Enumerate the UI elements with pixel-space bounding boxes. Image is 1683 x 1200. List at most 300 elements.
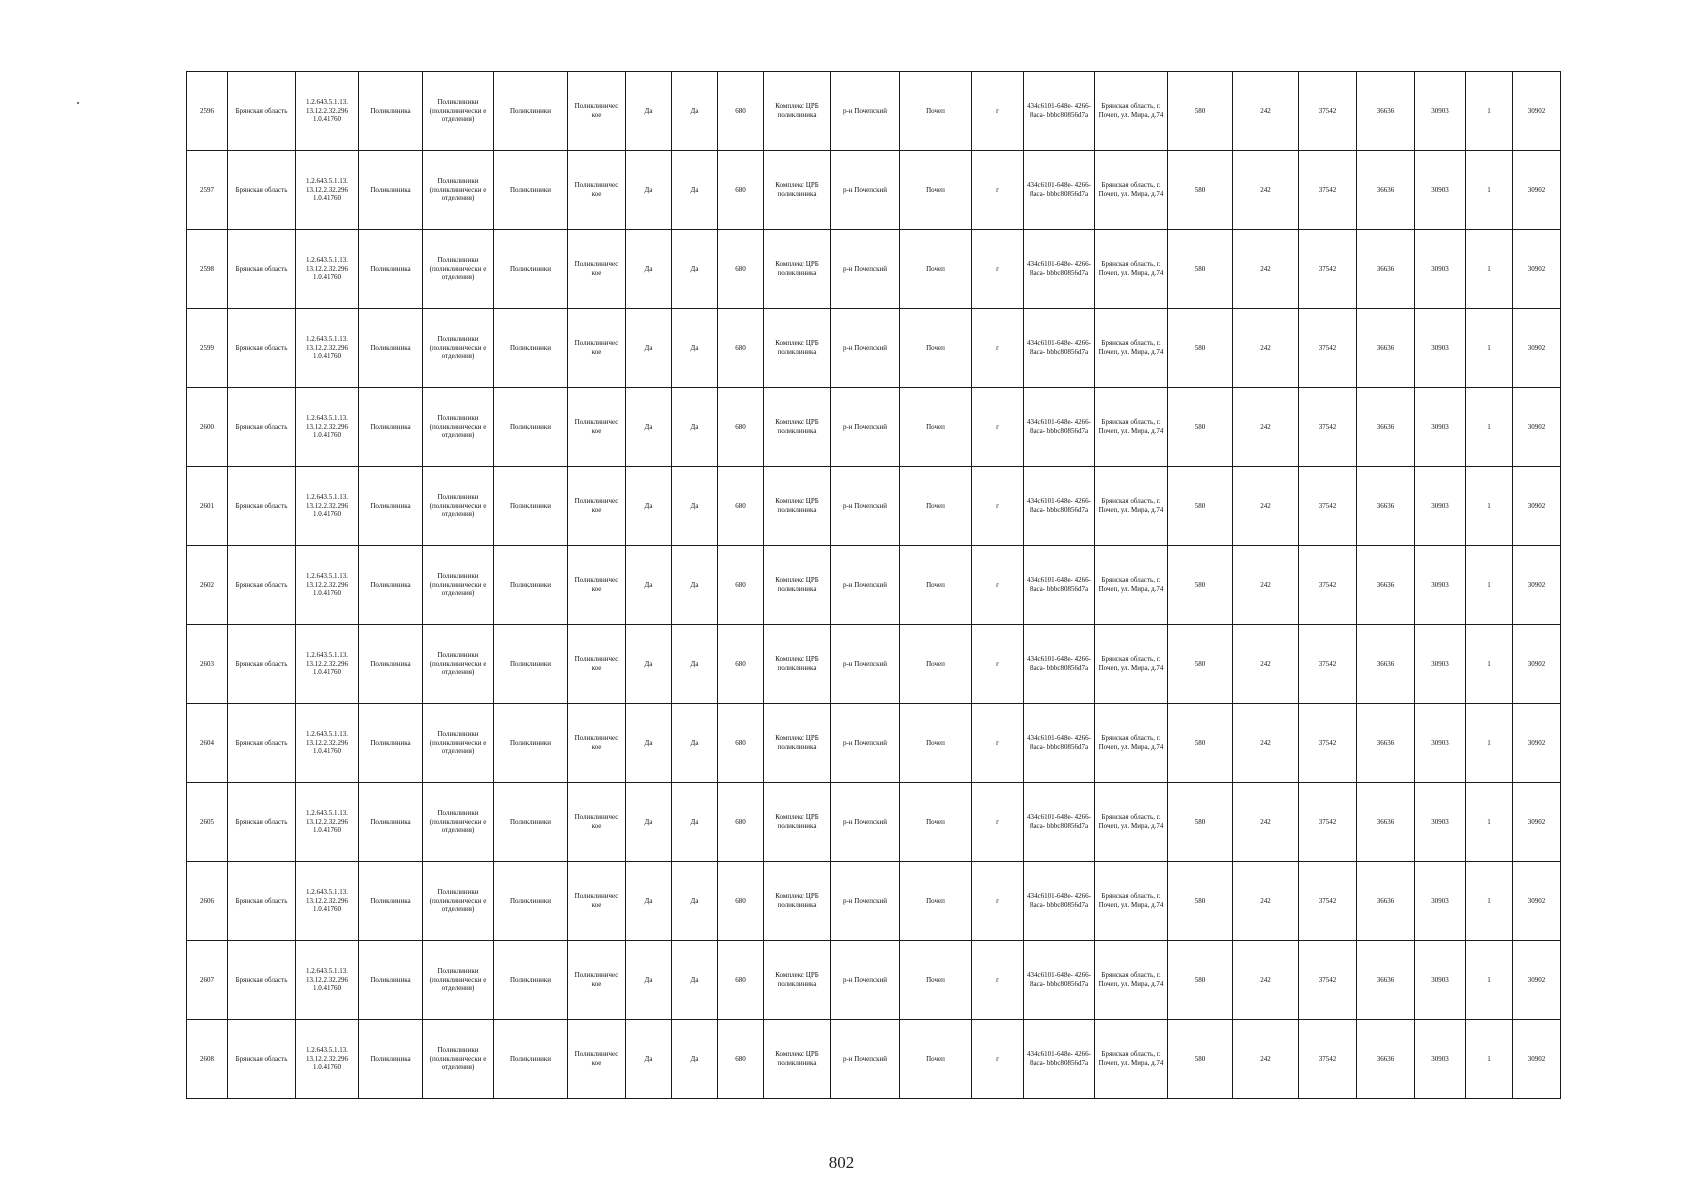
- cell-flag-b: Да: [672, 309, 718, 388]
- cell-row-number: 2596: [187, 72, 228, 151]
- cell-fias-guid: 434c6101-648e- 4266-8aca- bbbc80856d7a: [1024, 388, 1095, 467]
- cell-department-category: Поликлиники: [494, 388, 568, 467]
- cell-locality-type: г: [972, 625, 1024, 704]
- cell-value-f: 1: [1466, 704, 1513, 783]
- cell-locality: Почеп: [900, 941, 972, 1020]
- cell-value-b: 242: [1233, 783, 1299, 862]
- cell-district: р-н Почепский: [831, 230, 900, 309]
- cell-flag-b: Да: [672, 941, 718, 1020]
- cell-flag-a: Да: [626, 704, 672, 783]
- cell-locality-type: г: [972, 704, 1024, 783]
- cell-department-category: Поликлиники: [494, 467, 568, 546]
- cell-district: р-н Почепский: [831, 467, 900, 546]
- cell-department-kind: Поликлиничес кое: [568, 941, 626, 1020]
- cell-department-kind: Поликлиничес кое: [568, 151, 626, 230]
- cell-address: Брянская область, г. Почеп, ул. Мира, д.74: [1095, 783, 1168, 862]
- cell-value-a: 580: [1168, 309, 1233, 388]
- cell-organization-oid: 1.2.643.5.1.13. 13.12.2.32.296 1.0.41760: [296, 783, 359, 862]
- table-row: [187, 467, 1561, 546]
- cell-district: р-н Почепский: [831, 546, 900, 625]
- cell-value-d: 36636: [1357, 230, 1415, 309]
- cell-department-type: Поликлиники (поликлинически е отделения): [423, 467, 494, 546]
- cell-organization-oid: 1.2.643.5.1.13. 13.12.2.32.296 1.0.41760: [296, 941, 359, 1020]
- cell-value-c: 37542: [1299, 546, 1357, 625]
- cell-building-name: Комплекс ЦРБ поликлиника: [764, 625, 831, 704]
- scan-speck: [77, 102, 79, 104]
- cell-flag-b: Да: [672, 230, 718, 309]
- cell-value-f: 1: [1466, 1020, 1513, 1099]
- cell-organization-oid: 1.2.643.5.1.13. 13.12.2.32.296 1.0.41760: [296, 625, 359, 704]
- cell-value-e: 30903: [1415, 625, 1466, 704]
- cell-flag-a: Да: [626, 309, 672, 388]
- cell-organization-oid: 1.2.643.5.1.13. 13.12.2.32.296 1.0.41760: [296, 704, 359, 783]
- cell-code: 680: [718, 783, 764, 862]
- cell-value-d: 36636: [1357, 309, 1415, 388]
- cell-fias-guid: 434c6101-648e- 4266-8aca- bbbc80856d7a: [1024, 941, 1095, 1020]
- cell-value-e: 30903: [1415, 309, 1466, 388]
- cell-locality-type: г: [972, 546, 1024, 625]
- cell-locality-type: г: [972, 230, 1024, 309]
- cell-flag-b: Да: [672, 72, 718, 151]
- cell-building-name: Комплекс ЦРБ поликлиника: [764, 151, 831, 230]
- cell-value-f: 1: [1466, 783, 1513, 862]
- cell-flag-b: Да: [672, 388, 718, 467]
- cell-department-type: Поликлиники (поликлинически е отделения): [423, 1020, 494, 1099]
- cell-facility-type: Поликлиника: [359, 546, 423, 625]
- cell-code: 680: [718, 862, 764, 941]
- cell-value-d: 36636: [1357, 1020, 1415, 1099]
- cell-facility-type: Поликлиника: [359, 783, 423, 862]
- cell-value-f: 1: [1466, 151, 1513, 230]
- cell-region: Брянская область: [228, 230, 296, 309]
- cell-flag-a: Да: [626, 230, 672, 309]
- cell-region: Брянская область: [228, 388, 296, 467]
- cell-flag-b: Да: [672, 151, 718, 230]
- cell-organization-oid: 1.2.643.5.1.13. 13.12.2.32.296 1.0.41760: [296, 309, 359, 388]
- cell-value-f: 1: [1466, 388, 1513, 467]
- cell-value-c: 37542: [1299, 151, 1357, 230]
- cell-fias-guid: 434c6101-648e- 4266-8aca- bbbc80856d7a: [1024, 151, 1095, 230]
- cell-department-category: Поликлиники: [494, 1020, 568, 1099]
- cell-address: Брянская область, г. Почеп, ул. Мира, д.74: [1095, 309, 1168, 388]
- register-table: [186, 71, 1561, 1099]
- cell-value-e: 30903: [1415, 467, 1466, 546]
- cell-flag-b: Да: [672, 1020, 718, 1099]
- cell-fias-guid: 434c6101-648e- 4266-8aca- bbbc80856d7a: [1024, 230, 1095, 309]
- cell-department-type: Поликлиники (поликлинически е отделения): [423, 151, 494, 230]
- table-row: [187, 546, 1561, 625]
- table-row: [187, 309, 1561, 388]
- cell-department-type: Поликлиники (поликлинически е отделения): [423, 309, 494, 388]
- cell-region: Брянская область: [228, 546, 296, 625]
- cell-department-kind: Поликлиничес кое: [568, 625, 626, 704]
- cell-flag-b: Да: [672, 467, 718, 546]
- cell-flag-a: Да: [626, 625, 672, 704]
- cell-value-e: 30903: [1415, 704, 1466, 783]
- cell-department-category: Поликлиники: [494, 72, 568, 151]
- cell-row-number: 2606: [187, 862, 228, 941]
- cell-building-name: Комплекс ЦРБ поликлиника: [764, 72, 831, 151]
- cell-value-c: 37542: [1299, 230, 1357, 309]
- cell-code: 680: [718, 941, 764, 1020]
- cell-code: 680: [718, 625, 764, 704]
- cell-department-type: Поликлиники (поликлинически е отделения): [423, 72, 494, 151]
- table-row: [187, 72, 1561, 151]
- cell-region: Брянская область: [228, 625, 296, 704]
- cell-flag-a: Да: [626, 1020, 672, 1099]
- cell-department-kind: Поликлиничес кое: [568, 546, 626, 625]
- cell-value-b: 242: [1233, 230, 1299, 309]
- cell-facility-type: Поликлиника: [359, 704, 423, 783]
- cell-organization-oid: 1.2.643.5.1.13. 13.12.2.32.296 1.0.41760: [296, 151, 359, 230]
- cell-value-g: 30902: [1513, 704, 1561, 783]
- cell-department-category: Поликлиники: [494, 704, 568, 783]
- cell-value-a: 580: [1168, 467, 1233, 546]
- cell-value-d: 36636: [1357, 704, 1415, 783]
- cell-value-c: 37542: [1299, 625, 1357, 704]
- cell-locality-type: г: [972, 941, 1024, 1020]
- cell-district: р-н Почепский: [831, 941, 900, 1020]
- cell-facility-type: Поликлиника: [359, 862, 423, 941]
- cell-value-a: 580: [1168, 941, 1233, 1020]
- cell-code: 680: [718, 704, 764, 783]
- cell-district: р-н Почепский: [831, 151, 900, 230]
- cell-facility-type: Поликлиника: [359, 467, 423, 546]
- cell-value-d: 36636: [1357, 388, 1415, 467]
- table-row: [187, 151, 1561, 230]
- cell-department-kind: Поликлиничес кое: [568, 862, 626, 941]
- cell-region: Брянская область: [228, 941, 296, 1020]
- cell-locality-type: г: [972, 862, 1024, 941]
- cell-code: 680: [718, 467, 764, 546]
- table-row: [187, 941, 1561, 1020]
- cell-flag-a: Да: [626, 783, 672, 862]
- cell-department-type: Поликлиники (поликлинически е отделения): [423, 230, 494, 309]
- cell-flag-a: Да: [626, 941, 672, 1020]
- cell-district: р-н Почепский: [831, 704, 900, 783]
- cell-address: Брянская область, г. Почеп, ул. Мира, д.74: [1095, 941, 1168, 1020]
- cell-locality: Почеп: [900, 467, 972, 546]
- cell-value-b: 242: [1233, 151, 1299, 230]
- cell-value-b: 242: [1233, 704, 1299, 783]
- cell-flag-a: Да: [626, 72, 672, 151]
- cell-department-category: Поликлиники: [494, 151, 568, 230]
- cell-value-a: 580: [1168, 625, 1233, 704]
- cell-row-number: 2601: [187, 467, 228, 546]
- cell-row-number: 2605: [187, 783, 228, 862]
- cell-value-b: 242: [1233, 941, 1299, 1020]
- cell-value-g: 30902: [1513, 625, 1561, 704]
- cell-department-kind: Поликлиничес кое: [568, 467, 626, 546]
- cell-organization-oid: 1.2.643.5.1.13. 13.12.2.32.296 1.0.41760: [296, 862, 359, 941]
- cell-district: р-н Почепский: [831, 309, 900, 388]
- cell-code: 680: [718, 1020, 764, 1099]
- cell-value-d: 36636: [1357, 862, 1415, 941]
- cell-locality: Почеп: [900, 151, 972, 230]
- cell-department-category: Поликлиники: [494, 941, 568, 1020]
- cell-value-a: 580: [1168, 72, 1233, 151]
- cell-department-kind: Поликлиничес кое: [568, 309, 626, 388]
- cell-value-b: 242: [1233, 388, 1299, 467]
- cell-value-e: 30903: [1415, 72, 1466, 151]
- cell-building-name: Комплекс ЦРБ поликлиника: [764, 783, 831, 862]
- cell-building-name: Комплекс ЦРБ поликлиника: [764, 862, 831, 941]
- cell-flag-a: Да: [626, 467, 672, 546]
- cell-code: 680: [718, 309, 764, 388]
- cell-value-f: 1: [1466, 625, 1513, 704]
- cell-value-b: 242: [1233, 862, 1299, 941]
- cell-facility-type: Поликлиника: [359, 388, 423, 467]
- cell-value-a: 580: [1168, 1020, 1233, 1099]
- cell-row-number: 2597: [187, 151, 228, 230]
- cell-value-c: 37542: [1299, 309, 1357, 388]
- cell-value-g: 30902: [1513, 546, 1561, 625]
- cell-value-b: 242: [1233, 1020, 1299, 1099]
- cell-value-b: 242: [1233, 625, 1299, 704]
- cell-department-category: Поликлиники: [494, 783, 568, 862]
- register-rows: [187, 72, 1561, 1099]
- table-row: [187, 625, 1561, 704]
- cell-locality: Почеп: [900, 230, 972, 309]
- cell-locality-type: г: [972, 151, 1024, 230]
- cell-value-e: 30903: [1415, 546, 1466, 625]
- cell-building-name: Комплекс ЦРБ поликлиника: [764, 941, 831, 1020]
- table-row: [187, 783, 1561, 862]
- cell-value-e: 30903: [1415, 941, 1466, 1020]
- cell-fias-guid: 434c6101-648e- 4266-8aca- bbbc80856d7a: [1024, 862, 1095, 941]
- cell-department-category: Поликлиники: [494, 230, 568, 309]
- cell-value-e: 30903: [1415, 862, 1466, 941]
- cell-department-category: Поликлиники: [494, 546, 568, 625]
- cell-fias-guid: 434c6101-648e- 4266-8aca- bbbc80856d7a: [1024, 704, 1095, 783]
- cell-region: Брянская область: [228, 1020, 296, 1099]
- cell-region: Брянская область: [228, 151, 296, 230]
- cell-locality-type: г: [972, 783, 1024, 862]
- cell-building-name: Комплекс ЦРБ поликлиника: [764, 309, 831, 388]
- cell-value-c: 37542: [1299, 704, 1357, 783]
- cell-department-type: Поликлиники (поликлинически е отделения): [423, 783, 494, 862]
- cell-facility-type: Поликлиника: [359, 625, 423, 704]
- cell-flag-b: Да: [672, 625, 718, 704]
- cell-facility-type: Поликлиника: [359, 151, 423, 230]
- cell-value-b: 242: [1233, 309, 1299, 388]
- cell-value-g: 30902: [1513, 151, 1561, 230]
- cell-building-name: Комплекс ЦРБ поликлиника: [764, 388, 831, 467]
- cell-value-f: 1: [1466, 230, 1513, 309]
- cell-organization-oid: 1.2.643.5.1.13. 13.12.2.32.296 1.0.41760: [296, 388, 359, 467]
- cell-value-c: 37542: [1299, 467, 1357, 546]
- cell-row-number: 2603: [187, 625, 228, 704]
- cell-building-name: Комплекс ЦРБ поликлиника: [764, 546, 831, 625]
- cell-value-b: 242: [1233, 72, 1299, 151]
- cell-department-type: Поликлиники (поликлинически е отделения): [423, 704, 494, 783]
- cell-flag-b: Да: [672, 546, 718, 625]
- cell-code: 680: [718, 230, 764, 309]
- cell-value-c: 37542: [1299, 72, 1357, 151]
- cell-department-type: Поликлиники (поликлинически е отделения): [423, 941, 494, 1020]
- cell-locality: Почеп: [900, 546, 972, 625]
- cell-value-c: 37542: [1299, 941, 1357, 1020]
- cell-fias-guid: 434c6101-648e- 4266-8aca- bbbc80856d7a: [1024, 309, 1095, 388]
- cell-row-number: 2598: [187, 230, 228, 309]
- cell-department-type: Поликлиники (поликлинически е отделения): [423, 625, 494, 704]
- cell-building-name: Комплекс ЦРБ поликлиника: [764, 467, 831, 546]
- cell-value-e: 30903: [1415, 388, 1466, 467]
- cell-code: 680: [718, 388, 764, 467]
- cell-organization-oid: 1.2.643.5.1.13. 13.12.2.32.296 1.0.41760: [296, 546, 359, 625]
- cell-locality: Почеп: [900, 309, 972, 388]
- cell-locality: Почеп: [900, 388, 972, 467]
- cell-district: р-н Почепский: [831, 1020, 900, 1099]
- cell-value-g: 30902: [1513, 230, 1561, 309]
- cell-value-a: 580: [1168, 862, 1233, 941]
- cell-flag-b: Да: [672, 783, 718, 862]
- cell-district: р-н Почепский: [831, 625, 900, 704]
- cell-facility-type: Поликлиника: [359, 230, 423, 309]
- cell-organization-oid: 1.2.643.5.1.13. 13.12.2.32.296 1.0.41760: [296, 72, 359, 151]
- cell-building-name: Комплекс ЦРБ поликлиника: [764, 1020, 831, 1099]
- cell-value-c: 37542: [1299, 783, 1357, 862]
- cell-address: Брянская область, г. Почеп, ул. Мира, д.74: [1095, 704, 1168, 783]
- page-number: 802: [828, 1153, 855, 1172]
- cell-value-g: 30902: [1513, 467, 1561, 546]
- cell-fias-guid: 434c6101-648e- 4266-8aca- bbbc80856d7a: [1024, 625, 1095, 704]
- cell-department-kind: Поликлиничес кое: [568, 72, 626, 151]
- cell-facility-type: Поликлиника: [359, 72, 423, 151]
- cell-value-e: 30903: [1415, 151, 1466, 230]
- cell-organization-oid: 1.2.643.5.1.13. 13.12.2.32.296 1.0.41760: [296, 1020, 359, 1099]
- cell-facility-type: Поликлиника: [359, 1020, 423, 1099]
- cell-region: Брянская область: [228, 467, 296, 546]
- cell-department-category: Поликлиники: [494, 625, 568, 704]
- cell-value-f: 1: [1466, 941, 1513, 1020]
- cell-region: Брянская область: [228, 783, 296, 862]
- cell-value-g: 30902: [1513, 309, 1561, 388]
- cell-department-category: Поликлиники: [494, 862, 568, 941]
- cell-address: Брянская область, г. Почеп, ул. Мира, д.74: [1095, 151, 1168, 230]
- cell-locality: Почеп: [900, 783, 972, 862]
- cell-value-g: 30902: [1513, 783, 1561, 862]
- cell-value-f: 1: [1466, 546, 1513, 625]
- cell-row-number: 2600: [187, 388, 228, 467]
- cell-value-d: 36636: [1357, 467, 1415, 546]
- cell-row-number: 2604: [187, 704, 228, 783]
- cell-district: р-н Почепский: [831, 388, 900, 467]
- cell-department-kind: Поликлиничес кое: [568, 704, 626, 783]
- table-row: [187, 230, 1561, 309]
- cell-district: р-н Почепский: [831, 862, 900, 941]
- cell-fias-guid: 434c6101-648e- 4266-8aca- bbbc80856d7a: [1024, 467, 1095, 546]
- cell-value-f: 1: [1466, 862, 1513, 941]
- cell-region: Брянская область: [228, 309, 296, 388]
- cell-address: Брянская область, г. Почеп, ул. Мира, д.74: [1095, 72, 1168, 151]
- cell-building-name: Комплекс ЦРБ поликлиника: [764, 230, 831, 309]
- cell-flag-b: Да: [672, 704, 718, 783]
- cell-value-e: 30903: [1415, 1020, 1466, 1099]
- cell-value-b: 242: [1233, 546, 1299, 625]
- cell-locality-type: г: [972, 388, 1024, 467]
- cell-flag-b: Да: [672, 862, 718, 941]
- cell-region: Брянская область: [228, 862, 296, 941]
- cell-department-category: Поликлиники: [494, 309, 568, 388]
- cell-department-type: Поликлиники (поликлинически е отделения): [423, 546, 494, 625]
- cell-region: Брянская область: [228, 72, 296, 151]
- cell-value-c: 37542: [1299, 388, 1357, 467]
- cell-value-g: 30902: [1513, 862, 1561, 941]
- cell-address: Брянская область, г. Почеп, ул. Мира, д.74: [1095, 230, 1168, 309]
- cell-value-c: 37542: [1299, 862, 1357, 941]
- cell-department-type: Поликлиники (поликлинически е отделения): [423, 388, 494, 467]
- cell-value-a: 580: [1168, 546, 1233, 625]
- cell-locality: Почеп: [900, 625, 972, 704]
- cell-district: р-н Почепский: [831, 783, 900, 862]
- cell-value-d: 36636: [1357, 625, 1415, 704]
- table-row: [187, 704, 1561, 783]
- cell-value-a: 580: [1168, 388, 1233, 467]
- cell-value-a: 580: [1168, 783, 1233, 862]
- cell-value-d: 36636: [1357, 72, 1415, 151]
- cell-value-c: 37542: [1299, 1020, 1357, 1099]
- cell-organization-oid: 1.2.643.5.1.13. 13.12.2.32.296 1.0.41760: [296, 467, 359, 546]
- cell-value-d: 36636: [1357, 941, 1415, 1020]
- cell-flag-a: Да: [626, 862, 672, 941]
- cell-building-name: Комплекс ЦРБ поликлиника: [764, 704, 831, 783]
- cell-locality: Почеп: [900, 1020, 972, 1099]
- cell-value-f: 1: [1466, 72, 1513, 151]
- cell-fias-guid: 434c6101-648e- 4266-8aca- bbbc80856d7a: [1024, 783, 1095, 862]
- cell-value-f: 1: [1466, 309, 1513, 388]
- cell-department-kind: Поликлиничес кое: [568, 230, 626, 309]
- cell-value-g: 30902: [1513, 72, 1561, 151]
- cell-value-f: 1: [1466, 467, 1513, 546]
- cell-locality-type: г: [972, 467, 1024, 546]
- table-row: [187, 862, 1561, 941]
- cell-row-number: 2602: [187, 546, 228, 625]
- cell-value-d: 36636: [1357, 783, 1415, 862]
- cell-locality-type: г: [972, 309, 1024, 388]
- cell-locality: Почеп: [900, 72, 972, 151]
- cell-address: Брянская область, г. Почеп, ул. Мира, д.74: [1095, 1020, 1168, 1099]
- cell-locality: Почеп: [900, 862, 972, 941]
- cell-value-d: 36636: [1357, 546, 1415, 625]
- cell-locality-type: г: [972, 72, 1024, 151]
- cell-code: 680: [718, 546, 764, 625]
- cell-value-d: 36636: [1357, 151, 1415, 230]
- cell-value-e: 30903: [1415, 230, 1466, 309]
- cell-code: 680: [718, 151, 764, 230]
- cell-address: Брянская область, г. Почеп, ул. Мира, д.74: [1095, 467, 1168, 546]
- cell-address: Брянская область, г. Почеп, ул. Мира, д.74: [1095, 862, 1168, 941]
- table-row: [187, 388, 1561, 467]
- cell-fias-guid: 434c6101-648e- 4266-8aca- bbbc80856d7a: [1024, 72, 1095, 151]
- cell-locality-type: г: [972, 1020, 1024, 1099]
- cell-facility-type: Поликлиника: [359, 941, 423, 1020]
- cell-fias-guid: 434c6101-648e- 4266-8aca- bbbc80856d7a: [1024, 546, 1095, 625]
- cell-value-b: 242: [1233, 467, 1299, 546]
- cell-department-kind: Поликлиничес кое: [568, 1020, 626, 1099]
- cell-value-a: 580: [1168, 151, 1233, 230]
- cell-locality: Почеп: [900, 704, 972, 783]
- cell-value-g: 30902: [1513, 941, 1561, 1020]
- cell-row-number: 2607: [187, 941, 228, 1020]
- cell-flag-a: Да: [626, 151, 672, 230]
- table-row: [187, 1020, 1561, 1099]
- cell-address: Брянская область, г. Почеп, ул. Мира, д.74: [1095, 388, 1168, 467]
- cell-address: Брянская область, г. Почеп, ул. Мира, д.74: [1095, 625, 1168, 704]
- cell-flag-a: Да: [626, 388, 672, 467]
- cell-department-type: Поликлиники (поликлинически е отделения): [423, 862, 494, 941]
- cell-fias-guid: 434c6101-648e- 4266-8aca- bbbc80856d7a: [1024, 1020, 1095, 1099]
